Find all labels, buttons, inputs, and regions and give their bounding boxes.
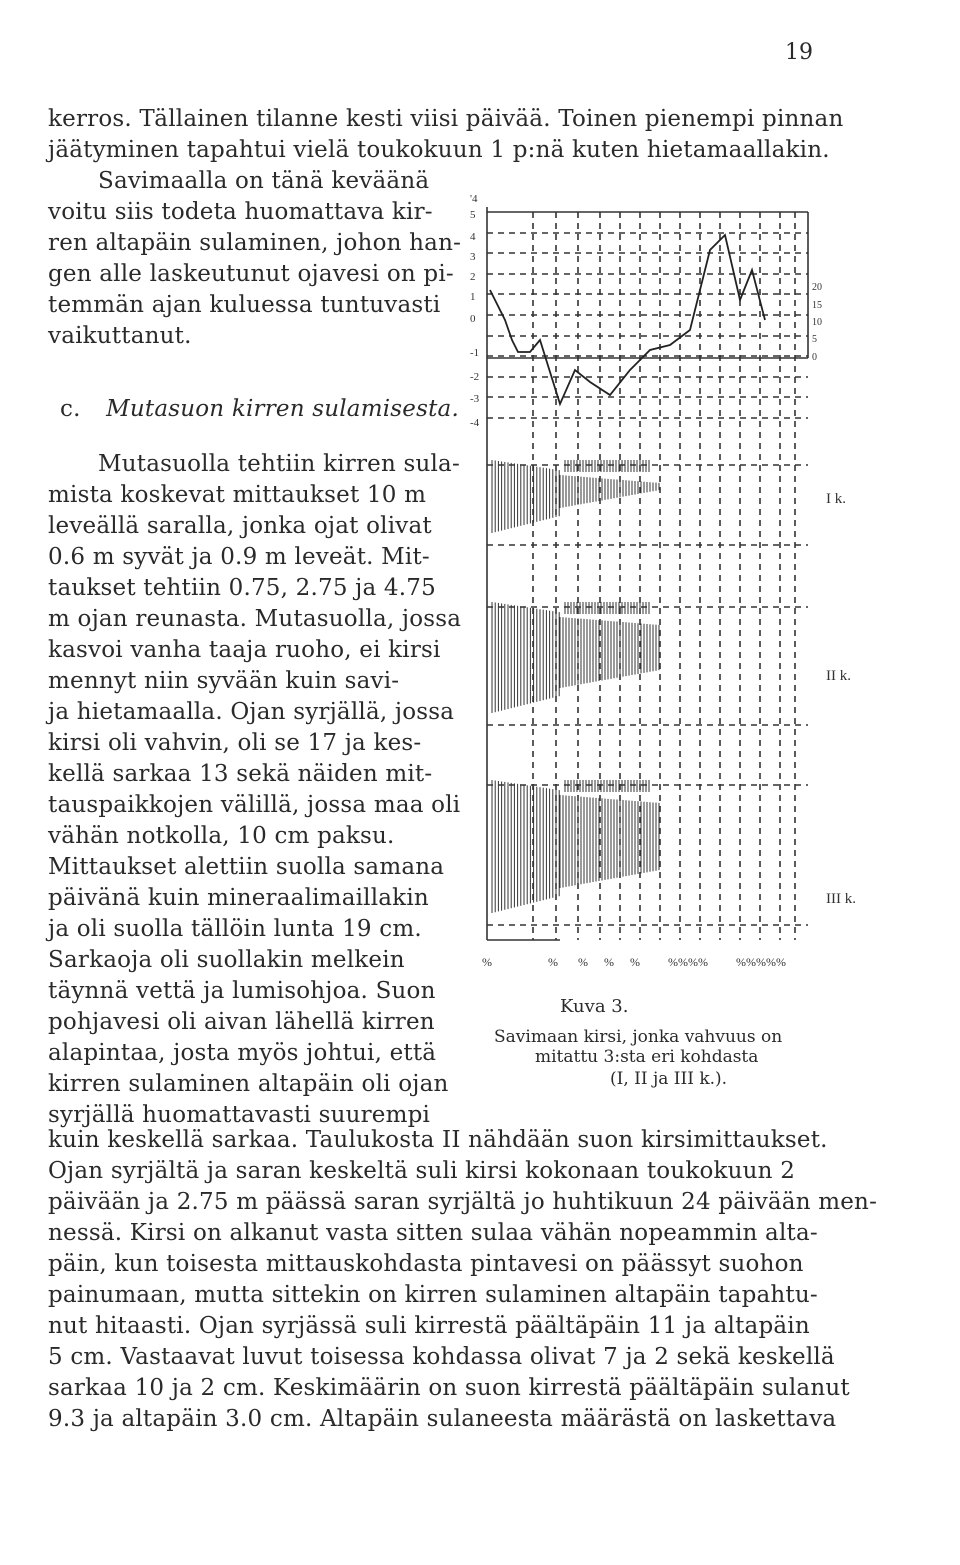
body-line: Mittaukset alettiin suolla samana — [48, 854, 445, 880]
section-title: Mutasuon kirren sulamisesta. — [106, 396, 459, 422]
figure-caption-line: Savimaan kirsi, jonka vahvuus on — [494, 1027, 783, 1047]
panel-label: III k. — [826, 891, 856, 907]
body-line: kasvoi vanha taaja ruoho, ei kirsi — [48, 637, 441, 663]
axis-label: 5 — [812, 334, 817, 345]
date-label: %%%% — [668, 955, 708, 969]
section-label: c. — [60, 396, 81, 422]
body-line: ren altapäin sulaminen, johon han- — [48, 230, 462, 256]
body-line: vaikuttanut. — [48, 323, 192, 349]
body-line: Savimaalla on tänä keväänä — [98, 168, 430, 194]
page-number: 19 — [785, 40, 813, 65]
body-line: tauspaikkojen välillä, jossa maa oli — [48, 792, 461, 818]
body-line: pohjavesi oli aivan lähellä kirren — [48, 1009, 435, 1035]
body-line: sarkaa 10 ja 2 cm. Keskimäärin on suon kirrestä päältäpäin sulanut — [48, 1375, 850, 1401]
date-label: % — [604, 955, 614, 969]
body-line: päivänä kuin mineraalimaillakin — [48, 885, 429, 911]
axis-label: 0 — [470, 313, 476, 325]
axis-label: 10 — [812, 317, 822, 328]
body-line: voitu siis todeta huomattava kir- — [48, 199, 433, 225]
body-line: Mutasuolla tehtiin kirren sula- — [98, 451, 460, 477]
body-line: kellä sarkaa 13 sekä näiden mit- — [48, 761, 433, 787]
body-line: jäätyminen tapahtui vielä toukokuun 1 p:nä kuten hietamaallakin. — [48, 137, 830, 163]
date-label: % — [578, 955, 588, 969]
panel-label: I k. — [826, 491, 846, 507]
body-line: päivään ja 2.75 m päässä saran syrjältä jo huhtikuun 24 päivään men- — [48, 1189, 878, 1215]
figure-caption-line: (I, II ja III k.). — [610, 1069, 728, 1089]
body-line: syrjällä huomattavasti suurempi — [48, 1102, 431, 1128]
body-line: päin, kun toisesta mittauskohdasta pintavesi on päässyt suohon — [48, 1251, 804, 1277]
axis-label: 5 — [470, 209, 476, 221]
axis-label: 2 — [470, 271, 476, 283]
body-line: ja oli suolla tällöin lunta 19 cm. — [48, 916, 422, 942]
body-line: painumaan, mutta sittekin on kirren sulaminen altapäin tapahtu- — [48, 1282, 818, 1308]
figure-caption-line: mitattu 3:sta eri kohdasta — [535, 1047, 759, 1067]
axis-label: '4 — [470, 193, 478, 205]
body-line: kerros. Tällainen tilanne kesti viisi päivää. Toinen pienempi pinnan — [48, 106, 844, 132]
body-line: kuin keskellä sarkaa. Taulukosta II nähdään suon kirsimittaukset. — [48, 1127, 828, 1153]
body-line: ja hietamaalla. Ojan syrjällä, jossa — [48, 699, 455, 725]
body-line: nut hitaasti. Ojan syrjässä suli kirrestä päältäpäin 11 ja altapäin — [48, 1313, 810, 1339]
body-line: kirsi oli vahvin, oli se 17 ja kes- — [48, 730, 422, 756]
axis-label: -3 — [470, 393, 480, 405]
body-line: 5 cm. Vastaavat luvut toisessa kohdassa olivat 7 ja 2 sekä keskellä — [48, 1344, 835, 1370]
body-line: alapintaa, josta myös johtui, että — [48, 1040, 437, 1066]
body-line: 0.6 m syvät ja 0.9 m leveät. Mit- — [48, 544, 430, 570]
axis-label: 3 — [470, 251, 476, 263]
axis-label: 0 — [812, 352, 817, 363]
date-label: % — [630, 955, 640, 969]
body-line: täynnä vettä ja lumisohjoa. Suon — [48, 978, 436, 1004]
body-line: taukset tehtiin 0.75, 2.75 ja 4.75 — [48, 575, 436, 601]
body-line: temmän ajan kuluessa tuntuvasti — [48, 292, 441, 318]
body-line: nessä. Kirsi on alkanut vasta sitten sulaa vähän nopeammin alta- — [48, 1220, 818, 1246]
body-line: gen alle laskeutunut ojavesi on pi- — [48, 261, 454, 287]
date-label: % — [548, 955, 558, 969]
axis-label: 15 — [812, 300, 822, 311]
axis-label: -2 — [470, 371, 480, 383]
axis-label: -1 — [470, 347, 480, 359]
temperature-curve — [490, 235, 765, 404]
body-line: m ojan reunasta. Mutasuolla, jossa — [48, 606, 462, 632]
body-line: vähän notkolla, 10 cm paksu. — [48, 823, 395, 849]
body-line: mista koskevat mittaukset 10 m — [48, 482, 427, 508]
panel-label: II k. — [826, 668, 851, 684]
body-line: leveällä saralla, jonka ojat olivat — [48, 513, 432, 539]
date-label: % — [482, 955, 492, 969]
axis-label: 4 — [470, 231, 476, 243]
axis-label: -4 — [470, 417, 480, 429]
body-line: mennyt niin syvään kuin savi- — [48, 668, 400, 694]
body-line: Ojan syrjältä ja saran keskeltä suli kirsi kokonaan toukokuun 2 — [48, 1158, 796, 1184]
body-line: Sarkaoja oli suollakin melkein — [48, 947, 405, 973]
figure-caption-title: Kuva 3. — [560, 996, 629, 1017]
body-line: 9.3 ja altapäin 3.0 cm. Altapäin sulaneesta määrästä on laskettava — [48, 1406, 837, 1432]
axis-label: 1 — [470, 291, 476, 303]
body-line: kirren sulaminen altapäin oli ojan — [48, 1071, 449, 1097]
axis-label: 20 — [812, 282, 822, 293]
date-label: %%%%% — [736, 955, 786, 969]
